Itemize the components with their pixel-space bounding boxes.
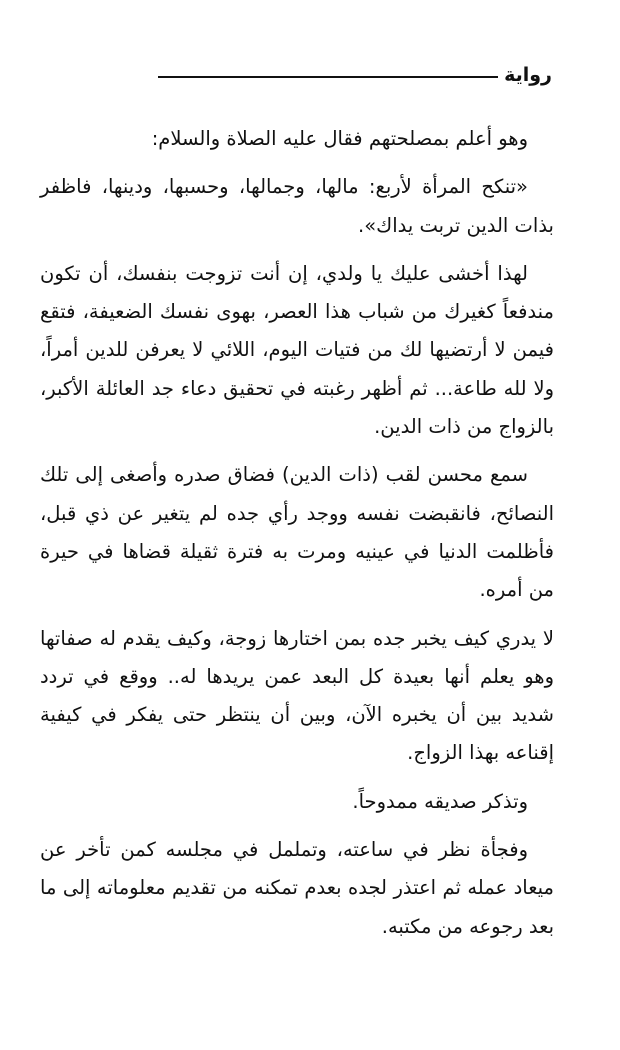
page-body: [40, 120, 554, 956]
running-header: [158, 60, 552, 90]
paragraph-excuse: وفجأة نظر في ساعته، وتململ في مجلسه كمن تأخر عن ميعاد عمله ثم اعتذر لجده بعدم تمكنه من تقديم معلوماته إلى ما بعد رجوعه من مكتبه.: [40, 838, 554, 938]
running-header-title: رواية: [504, 64, 552, 86]
paragraph-hesitation: لا يدري كيف يخبر جده بمن اختارها زوجة، وكيف يقدم له صفاتها وهو يعلم أنها بعيدة كل البعد عمن يريدها له.. ووقع في تردد شديد بين أن يخبره الآن، وبين أن ينتظر حتى يفكر في كيفية إقناعه بهذا الزواج.: [40, 626, 554, 765]
paragraph-intro: وهو أعلم بمصلحتهم فقال عليه الصلاة والسلام:: [151, 127, 528, 150]
paragraph-hadith: «تنكح المرأة لأربع: مالها، وجمالها، وحسبها، ودينها، فاظفر بذات الدين تربت يداك».: [40, 175, 554, 237]
paragraph-mohsen-reaction: سمع محسن لقب (ذات الدين) فضاق صدره وأصغى إلى تلك النصائح، فانقبضت نفسه ووجد رأي جده لم يتغير عن ذي قبل، فأظلمت الدنيا في عينيه ومرت به فترة ثقيلة قضاها في حيرة من أمره.: [40, 463, 554, 602]
paragraph-remembered-friend: وتذكر صديقه ممدوحاً.: [352, 789, 528, 813]
header-rule: [158, 76, 498, 78]
paragraph-grandfather-advice: لهذا أخشى عليك يا ولدي، إن أنت تزوجت بنفسك، أن تكون مندفعاً كغيرك من شباب هذا العصر، بهوى نفسك الضعيفة، فتقع فيمن لا أرتضيها لك من فتيات اليوم، اللائي لا يعرفن للدين أمراً، ولا لله طاعة... ثم أظهر رغبته في تحقيق دعاء جد العائلة الأكبر، بالزواج من ذات الدين.: [40, 261, 554, 439]
